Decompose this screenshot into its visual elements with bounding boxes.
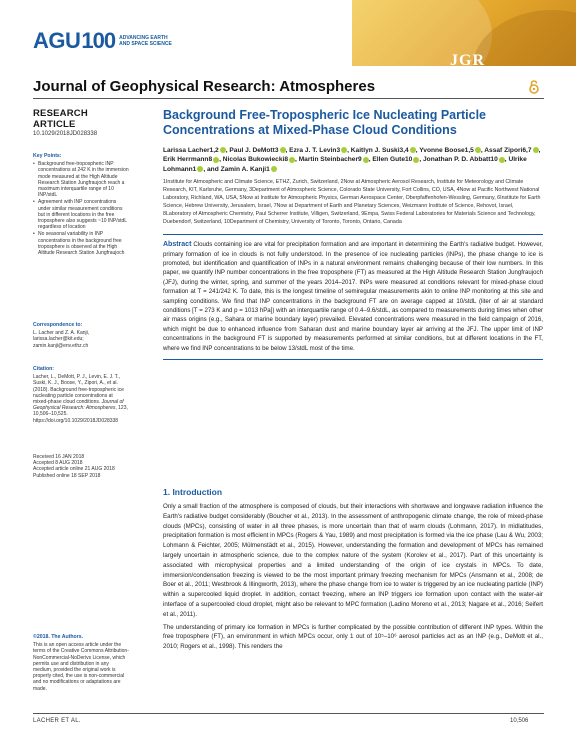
journal-title: Journal of Geophysical Research: Atmospheres [33,78,376,95]
section-heading-introduction: 1. Introduction [163,487,223,497]
author[interactable]: Ulrike Lohmann1 [163,156,527,173]
abstract-label: Abstract [163,241,192,249]
abstract [163,234,543,360]
author[interactable]: Erik Herrmann8 [163,156,213,164]
correspondence-names: L. Lacher and Z. A. Kanji, [33,330,90,337]
logo-tagline: ADVANCING EARTH AND SPACE SCIENCE [119,35,172,47]
orcid-icon[interactable] [341,147,347,153]
key-point: • Agreement with INP concentrations under similar measurement conditions but in different locations in the free troposphere also suggests ~10 INP/stdL regardless of location [33,199,129,230]
author[interactable]: Yvonne Boose1,5 [419,147,474,154]
author[interactable]: Ezra J. T. Levin3 [289,147,341,154]
paragraph: Only a small fraction of the atmosphere is composed of clouds, but their interactions with shortwave and longwave radiation influence the Earth's radiative budget considerably (Boucher et al., 2013). In the assessment of anthropogenic climate change, the role of mixed-phase clouds (MPCs), consisting of water in all three phases, is more uncertain than that of warm clouds (Lohmann, 2017). In midlatitudes, precipitation formation is most efficient in MPCs (Rogers & Yau, 1989) and most precipitation is formed via the ice phase (Lau & Wu, 2003; Lohmann & Feichter, 2005; Mülmenstädt et al., 2015). However, understanding the formation and development of MPCs has remained largely uncertain in atmospheric science, due to the complex nature of the system (Korolev et al., 2017). Part of this uncertainty is associated with microphysical properties and a limited understanding of the origin of ice crystals in MPCs. To date, immersion/condensation freezing is viewed to be the most important primary freezing mechanism for MPCs (Ansmann et al., 2008; de Boer et al., 2011; Westbrook & Illingworth, 2013), where the phase change from ice to water is triggered by an ice nucleating particle (INP) within a supercooled liquid droplet. In addition, contact freezing, where an INP triggers ice formation upon contact with the water-air interface of a supercooled cloud droplet, might also be relevant to MPC formation (Ladino Moreno et al., 2013; Nagare et al., 2016; Seifert et al., 2011). [163,503,543,618]
page-number: 10,506 [510,718,529,724]
key-points-heading: Key Points: [33,153,62,159]
correspondence-block [33,322,129,349]
author[interactable]: Paul J. DeMott3 [229,147,279,154]
key-point: • No seasonal variability in INP concentrations in the background free troposphere is observed at the High Altitude Research Station Jungfraujoch [33,231,129,256]
orcid-icon[interactable] [499,157,505,163]
sidebar [33,108,129,257]
citation-authors-title: Lacher, L., DeMott, P. J., Levin, E. J. T., Suski, K. J., Boose, Y., Zipori, A., et al. (2018). Background free-tropospheric ice nucleating particle concentrations at mixed-phase cloud conditions. [33,374,124,406]
date-published-online: Published online 18 SEP 2018 [33,472,101,479]
key-point: • Background free-tropospheric INP concentrations at 242 K in the immersion mode measured at the High Altitude Research Station Jungfraujoch reach a maximum interquartile range of 10 INP/stdL [33,161,129,198]
affiliations: 1Institute for Atmospheric and Climate Science, ETHZ, Zurich, Switzerland, 2Now at Atmospheric Aerosol Research, Institute for Meteorology and Climate Research, KIT, Karlsruhe, Germany, 3Department of Atmospheric Science, Colorado State University, Fort Collins, CO, USA, 4Now at Pacific Northwest National Laboratory, Richland, WA, USA, 5Now at Institute for Atmospheric Physics, German Aerospace Center, Oberpfaffenhofen-Wessling, Germany, 6Institute for Earth Science, Hebrew University, Jerusalem, Israel, 7Now at Department of Earth and Planetary Sciences, Weizmann Institute of Science, Rehovot, Israel, 8Laboratory of Atmospheric Chemistry, Paul Scherrer Institute, Villigen, Switzerland, 9Empa, Swiss Federal Laboratories for Materials Science and Technology, Duebendorf, Switzerland, 10Department of Chemistry, University of Toronto, Toronto, Ontario, Canada [163,179,541,226]
orcid-icon[interactable] [363,157,369,163]
running-author: LACHER ET AL. [33,718,81,724]
header-rule [33,98,544,99]
correspondence-emails[interactable]: larissa.lacher@kit.edu; zamin.kanji@env.ethz.ch [33,336,89,349]
orcid-icon[interactable] [220,147,226,153]
author[interactable]: Jonathan P. D. Abbatt10 [423,156,498,164]
author[interactable]: Larissa Lacher1,2 [163,147,219,154]
date-accepted: Accepted 8 AUG 2018 [33,460,83,467]
copyright-heading: ©2018. The Authors. [33,634,84,640]
author[interactable]: Nicolas Bukowiecki8 [222,156,289,164]
footer-rule [33,713,544,714]
orcid-icon[interactable] [410,147,416,153]
orcid-icon[interactable] [289,157,295,163]
abstract-text: Clouds containing ice are vital for precipitation formation and are important in determining the Earth's radiative budget. However, primary formation of ice in clouds is not fully understood. In the presence of ice nucleating particles (INPs), the phase change to ice is promoted, but identification and quantification of INPs in a natural environment remains challenging because of their low numbers. In this paper, we quantify INP number concentrations in the free troposphere (FT) as measured at the High Altitude Research Station Jungfraujoch (JFJ), during the winter, spring, and summer of the years 2014–2017. INPs were measured at conditions relevant for mixed-phase cloud formation at T = 241/242 K. To date, this is the longest timeline of semiregular measurements akin to online INP monitoring at this site and sampling conditions. We find that INP concentrations in the background FT are on average capped at 10/stdL (liter of air at standard conditions [T = 273 K and p = 1013 hPa]) with an interquartile range of 0.4–9.6/stdL, as compared to measurements during times when other air mass origins (e.g., Sahara or marine boundary layer) prevailed. Elevated concentrations were measured in the field campaign of 2016, which might be due to enhanced influence from Saharan dust and marine boundary layer air arriving at the JFJ. The upper limit of INP concentrations in the background FT is supported by measurements performed at similar conditions, but at different locations in the FT, where we find INP concentrations to be below 13/stdL most of the time. [163,241,543,352]
dates-block [33,454,129,479]
logo-100-text: 100 [81,28,116,53]
journal-banner [352,0,576,66]
article-main [163,108,543,360]
orcid-icon[interactable] [533,147,539,153]
logo-agu-text: AGU [33,28,81,53]
citation-block [33,366,129,424]
copyright-text: This is an open access article under the terms of the Creative Commons Attribution-NonCommercial-NoDerivs License, which permits use and distribution in any medium, provided the original work is properly cited, the use is non-commercial and no modifications or adaptations are made. [33,642,129,692]
citation-volume[interactable]: , 123, 10,506–10,525. https://doi.org/10.1029/2018JD028338 [33,405,128,424]
author[interactable]: Martin Steinbacher9 [298,156,362,164]
author[interactable]: Ellen Gute10 [372,156,413,164]
orcid-icon[interactable] [197,166,203,172]
article-type: RESEARCH ARTICLE [33,108,88,130]
orcid-icon[interactable] [413,157,419,163]
citation-journal: Journal of Geophysical Research: Atmospheres [33,399,124,412]
page-header [0,0,576,100]
paragraph: The understanding of primary ice formation in MPCs is further complicated by the possible contribution of different INP types. Within the free troposphere (FT), an environment in which MPCs occur, only 1 out of 10⁵–10⁶ aerosol particles act as an INP (e.g., DeMott et al., 2010; Rogers et al., 1998). This renders the [163,623,543,651]
date-accepted-online: Accepted article online 21 AUG 2018 [33,466,115,473]
author[interactable]: Kaitlyn J. Suski3,4 [350,147,409,154]
correspondence-heading: Correspondence to: [33,322,83,328]
article-doi[interactable]: 10.1029/2018JD028338 [33,131,98,137]
jgr-mark: JGR [450,52,485,66]
key-points-list [33,161,129,256]
agu-logo[interactable] [33,28,173,54]
open-access-icon [527,80,541,94]
orcid-icon[interactable] [280,147,286,153]
orcid-icon[interactable] [271,166,277,172]
orcid-icon[interactable] [213,157,219,163]
author-list: Larissa Lacher1,2 , Paul J. DeMott3 , Ezra J. T. Levin3 , Kaitlyn J. Suski3,4 , Yvonne Boose1,5 , Assaf Zipori6,7 , Erik Herrmann8 , Nicolas Bukowiecki8 , Martin Steinbacher9 , Ellen Gute10 , Jonathan P. D. Abbatt10 , Ulrike Lohmann1 , and Zamin A. Kanji1 [163,147,541,173]
paper-title: Background Free-Tropospheric Ice Nucleating Particle Concentrations at Mixed-Phase Cloud Conditions [163,108,487,137]
author[interactable]: Assaf Zipori6,7 [484,147,532,154]
citation-heading: Citation: [33,366,55,372]
date-received: Received 16 JAN 2018 [33,454,85,460]
copyright-block [33,634,129,692]
orcid-icon[interactable] [475,147,481,153]
citation-text [33,374,129,424]
author[interactable]: and Zamin A. Kanji1 [207,165,270,173]
introduction-body [163,502,543,655]
